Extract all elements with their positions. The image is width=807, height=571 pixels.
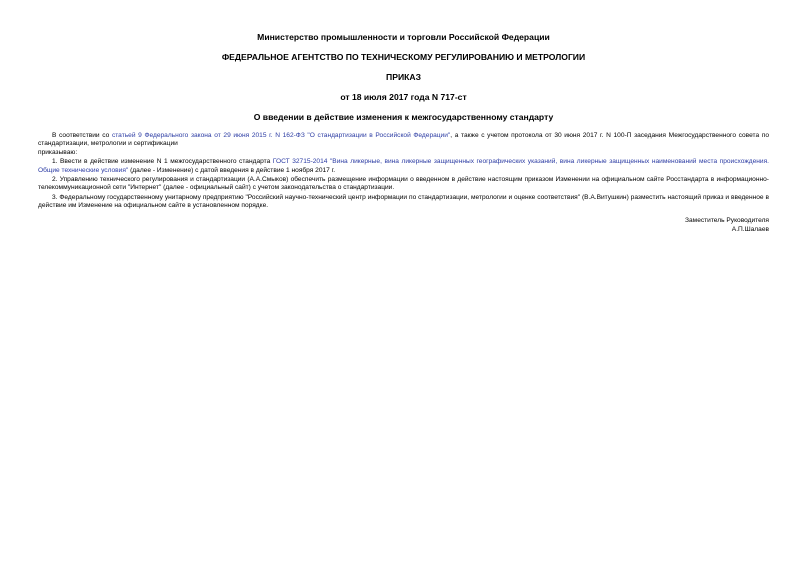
item-3: 3. Федеральному государственному унитарному предприятию "Российский научно-технический центр информации по стандартизации, метрологии и оценке соответствия" (В.А.Витушкин) разместить настоящий приказ и введенное в действие им Изменение на официальном сайте в установленном порядке. [38,193,769,210]
signature-name: А.П.Шалаев [731,225,769,233]
agency-heading: ФЕДЕРАЛЬНОЕ АГЕНТСТВО ПО ТЕХНИЧЕСКОМУ РЕГУЛИРОВАНИЮ И МЕТРОЛОГИИ [221,52,586,62]
order-body [38,132,769,211]
intro-paragraph [38,132,769,149]
order-subject: О введении в действие изменения к межгосударственному стандарту [253,112,554,122]
item-1-text-1: 1. Ввести в действие изменение N 1 межгосударственного стандарта [52,158,273,166]
signature-position: Заместитель Руководителя [685,216,769,224]
intro-text-1: В соответствии со [52,132,112,139]
gost-link[interactable]: ГОСТ 32715-2014 "Вина ликерные, вина ликерные защищенных географических указаний, вина ликерные защищенных наименований места происхождения. Общие технические условия" [38,158,769,174]
ministry-heading: Министерство промышленности и торговли Российской Федерации [257,32,550,42]
order-title: ПРИКАЗ [386,72,421,82]
item-2: 2. Управлению технического регулирования и стандартизации (А.А.Смыков) обеспечить размещение информации о введенном в действие настоящим приказом Изменении на официальном сайте Росстандарта в информационно-телекоммуникационной сети "Интернет" (далее - официальный сайт) с учетом законодательства о стандартизации. [38,176,769,192]
order-date: от 18 июля 2017 года N 717-ст [340,92,467,102]
federal-law-link[interactable]: статьей 9 Федерального закона от 29 июня 2015 г. N 162-ФЗ "О стандартизации в Российской Федерации" [111,132,451,139]
item-1 [38,158,769,175]
signature-block [38,216,769,234]
decree-word: приказываю: [38,148,78,156]
intro-text-2: , а также с учетом протокола от 30 июня 2017 г. N 100-П заседания Межгосударственного совета по стандартизации, метрологии и сертификации [38,132,770,148]
item-1-text-2: (далее - Изменение) с датой введения в действие 1 ноября 2017 г. [128,166,336,174]
